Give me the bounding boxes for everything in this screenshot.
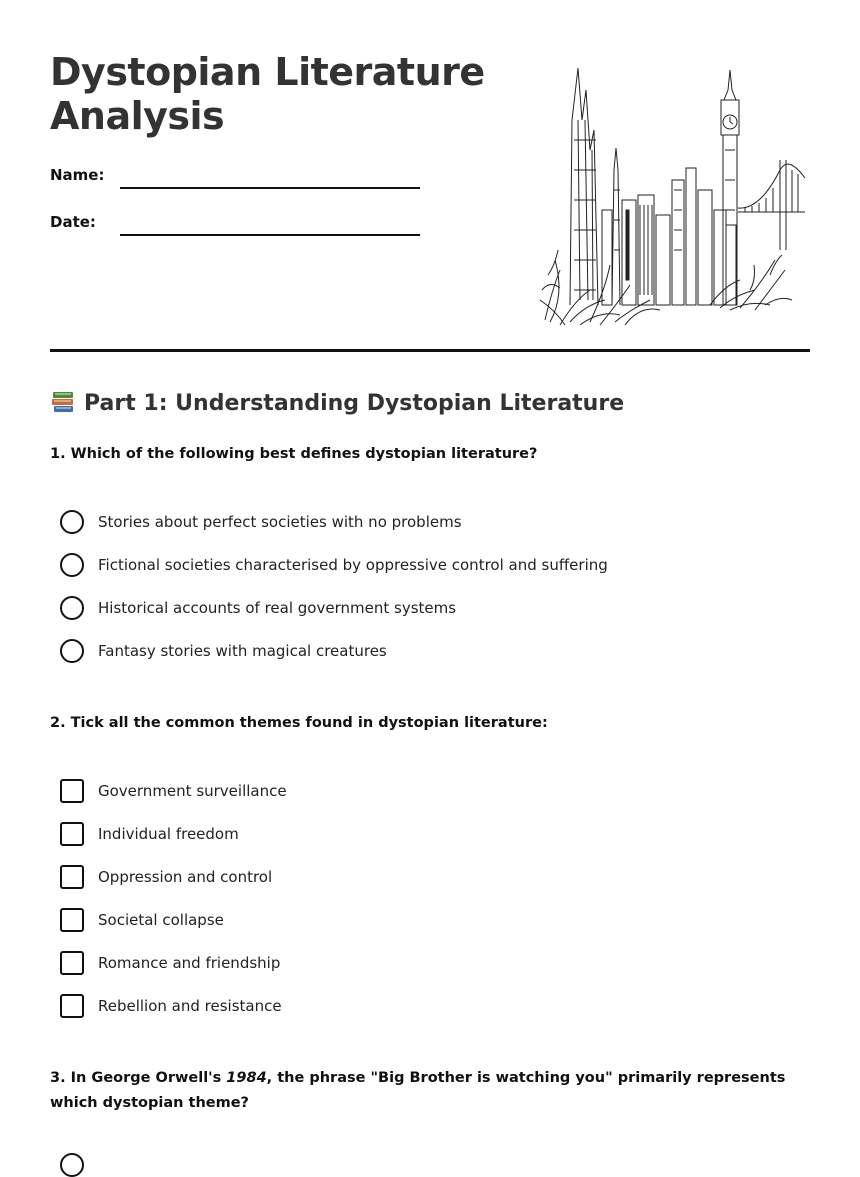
- worksheet-title: [50, 50, 510, 138]
- option-label: Individual freedom: [98, 825, 239, 843]
- name-field[interactable]: [120, 187, 420, 189]
- question-2: 2. Tick all the common themes found in dystopian literature:: [50, 715, 548, 731]
- radio-button[interactable]: [60, 639, 84, 663]
- q1-option-2[interactable]: [60, 552, 608, 578]
- option-label: Rebellion and resistance: [98, 997, 282, 1015]
- question-3-suffix: , the phrase "Big Brother is watching you" primarily represents which dystopian theme?: [50, 1070, 786, 1111]
- option-label: Stories about perfect societies with no problems: [98, 513, 462, 531]
- q2-option-6[interactable]: [60, 993, 282, 1019]
- option-label: Fantasy stories with magical creatures: [98, 642, 387, 660]
- date-label: Date:: [50, 213, 96, 231]
- part1-heading: [50, 388, 624, 420]
- q1-option-4[interactable]: [60, 638, 387, 664]
- question-3: [50, 1066, 790, 1116]
- option-label: Government surveillance: [98, 782, 287, 800]
- option-label: Societal collapse: [98, 911, 224, 929]
- checkbox[interactable]: [60, 822, 84, 846]
- radio-button[interactable]: [60, 596, 84, 620]
- title-line-1: Dystopian Literature: [50, 50, 485, 94]
- name-label: Name:: [50, 166, 105, 184]
- date-field[interactable]: [120, 234, 420, 236]
- q2-option-3[interactable]: [60, 864, 272, 890]
- option-label: Romance and friendship: [98, 954, 281, 972]
- checkbox[interactable]: [60, 951, 84, 975]
- question-1: 1. Which of the following best defines dystopian literature?: [50, 446, 538, 462]
- option-label: Oppression and control: [98, 868, 273, 886]
- q2-option-1[interactable]: [60, 778, 287, 804]
- q2-option-5[interactable]: [60, 950, 280, 976]
- question-3-prefix: 3. In George Orwell's: [50, 1070, 227, 1086]
- radio-button[interactable]: [60, 553, 84, 577]
- part1-heading-text: Part 1: Understanding Dystopian Literature: [84, 391, 625, 416]
- checkbox[interactable]: [60, 994, 84, 1018]
- q2-option-2[interactable]: [60, 821, 239, 847]
- q1-option-1[interactable]: [60, 509, 462, 535]
- city-skyline-illustration: [530, 60, 810, 330]
- checkbox[interactable]: [60, 908, 84, 932]
- header-divider: [50, 349, 810, 352]
- checkbox[interactable]: [60, 779, 84, 803]
- checkbox[interactable]: [60, 865, 84, 889]
- q2-option-4[interactable]: [60, 907, 224, 933]
- radio-button[interactable]: [60, 510, 84, 534]
- books-icon: [50, 388, 76, 414]
- option-label: Historical accounts of real government systems: [98, 599, 457, 617]
- option-label: Fictional societies characterised by oppressive control and suffering: [98, 556, 608, 574]
- q1-option-3[interactable]: [60, 595, 456, 621]
- q3-option-1-radio[interactable]: [60, 1153, 84, 1177]
- title-line-2: Analysis: [50, 94, 225, 138]
- book-title: 1984: [226, 1070, 267, 1086]
